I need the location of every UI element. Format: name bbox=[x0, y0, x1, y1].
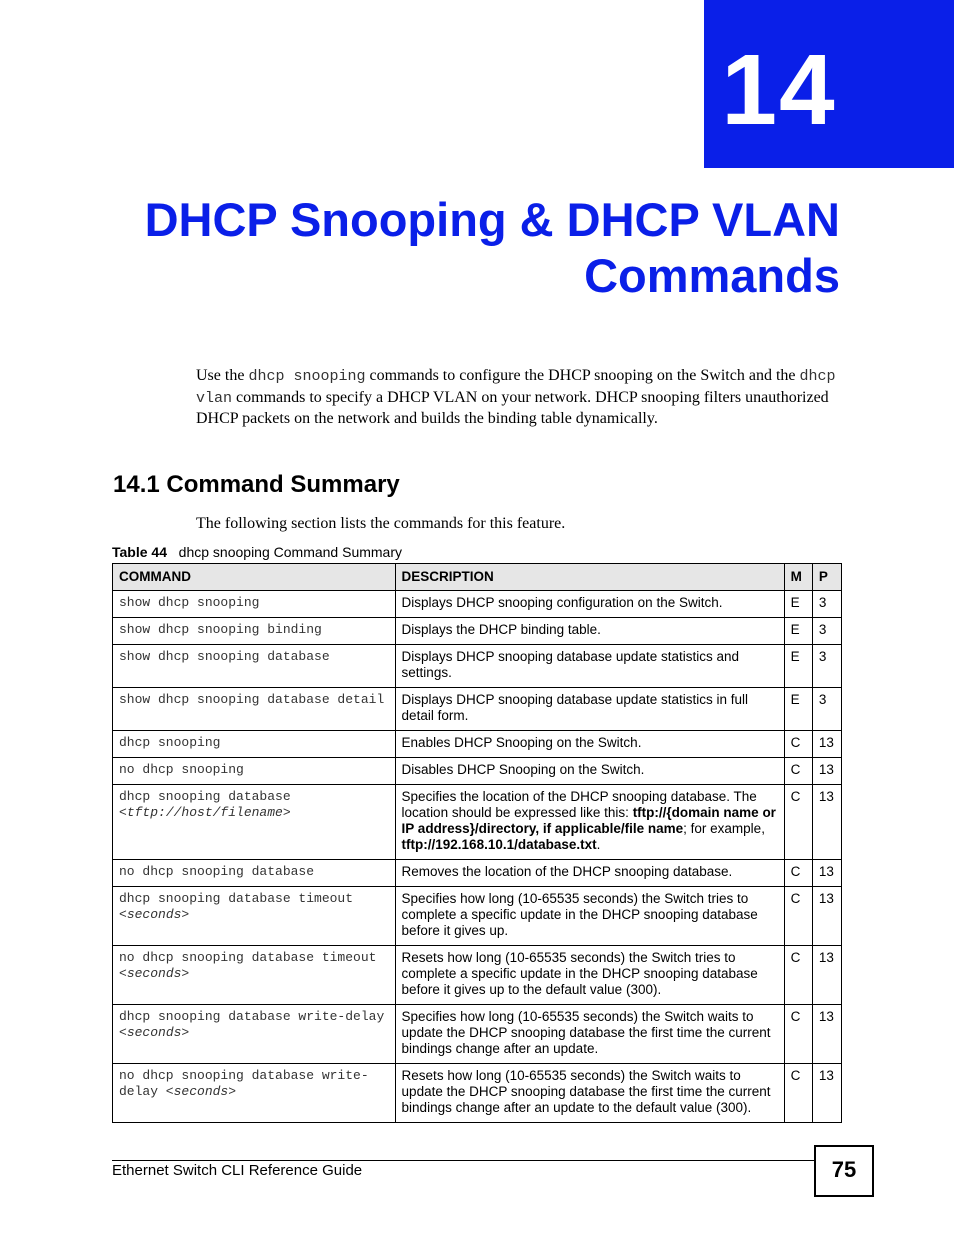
mode-cell: C bbox=[784, 758, 812, 785]
command-text: > bbox=[228, 1084, 237, 1099]
command-cell bbox=[113, 785, 396, 860]
section-heading: 14.1 Command Summary bbox=[113, 471, 400, 498]
mode-cell: E bbox=[784, 591, 812, 618]
command-param: seconds bbox=[126, 907, 182, 922]
description-cell: Enables DHCP Snooping on the Switch. bbox=[395, 731, 784, 758]
privilege-cell: 13 bbox=[812, 860, 841, 887]
command-cell: no dhcp snooping database bbox=[113, 860, 396, 887]
description-cell: Specifies how long (10-65535 seconds) the Switch tries to complete a specific update in the DHCP snooping database before it gives up. bbox=[395, 887, 784, 946]
intro-code-1: dhcp snooping bbox=[248, 368, 366, 385]
description-cell: Displays DHCP snooping database update statistics and settings. bbox=[395, 645, 784, 688]
table-row bbox=[113, 591, 842, 618]
privilege-cell: 13 bbox=[812, 758, 841, 785]
command-cell: show dhcp snooping database bbox=[113, 645, 396, 688]
command-text: > bbox=[181, 1025, 190, 1040]
mode-cell: E bbox=[784, 618, 812, 645]
command-text: dhcp snooping database write-delay < bbox=[119, 1009, 385, 1040]
table-row bbox=[113, 688, 842, 731]
privilege-cell: 3 bbox=[812, 618, 841, 645]
command-text: no dhcp snooping database timeout < bbox=[119, 950, 377, 981]
command-cell: no dhcp snooping bbox=[113, 758, 396, 785]
command-cell bbox=[113, 887, 396, 946]
table-caption bbox=[112, 544, 402, 560]
privilege-cell: 13 bbox=[812, 946, 841, 1005]
chapter-number-box bbox=[704, 0, 954, 168]
description-text: . bbox=[596, 837, 601, 852]
command-summary-table bbox=[112, 563, 842, 1123]
intro-text-1: Use the bbox=[196, 367, 249, 384]
command-text: > bbox=[181, 966, 190, 981]
intro-paragraph bbox=[196, 366, 844, 430]
command-cell bbox=[113, 946, 396, 1005]
privilege-cell: 13 bbox=[812, 1064, 841, 1123]
mode-cell: E bbox=[784, 645, 812, 688]
description-cell: Resets how long (10-65535 seconds) the Switch waits to update the DHCP snooping database the first time the current bindings change after an update to the default value (300). bbox=[395, 1064, 784, 1123]
command-cell bbox=[113, 1064, 396, 1123]
mode-cell: C bbox=[784, 1064, 812, 1123]
command-param: seconds bbox=[126, 1025, 182, 1040]
mode-cell: C bbox=[784, 946, 812, 1005]
footer-rule bbox=[112, 1160, 814, 1161]
intro-text-3: commands to specify a DHCP VLAN on your network. DHCP snooping filters unauthorized DHCP packets on the network and builds the binding table dynamically. bbox=[196, 388, 829, 427]
table-row bbox=[113, 946, 842, 1005]
privilege-cell: 3 bbox=[812, 645, 841, 688]
privilege-cell: 13 bbox=[812, 887, 841, 946]
table-row bbox=[113, 1064, 842, 1123]
command-text: > bbox=[181, 907, 190, 922]
command-text: > bbox=[282, 805, 291, 820]
description-cell: Displays the DHCP binding table. bbox=[395, 618, 784, 645]
table-row bbox=[113, 785, 842, 860]
description-example: tftp://192.168.10.1/database.txt bbox=[401, 837, 597, 852]
table-caption-text: dhcp snooping Command Summary bbox=[178, 544, 403, 560]
command-cell: dhcp snooping bbox=[113, 731, 396, 758]
mode-cell: C bbox=[784, 731, 812, 758]
mode-cell: C bbox=[784, 887, 812, 946]
command-cell: show dhcp snooping bbox=[113, 591, 396, 618]
header-description: DESCRIPTION bbox=[395, 564, 784, 591]
description-cell bbox=[395, 785, 784, 860]
chapter-number: 14 bbox=[721, 34, 837, 146]
command-param: tftp://host/filename bbox=[126, 805, 283, 820]
privilege-cell: 13 bbox=[812, 731, 841, 758]
command-param: seconds bbox=[173, 1084, 229, 1099]
table-row bbox=[113, 731, 842, 758]
table-row bbox=[113, 1005, 842, 1064]
description-cell: Displays DHCP snooping database update statistics in full detail form. bbox=[395, 688, 784, 731]
command-text: dhcp snooping database timeout < bbox=[119, 891, 354, 922]
description-cell: Specifies how long (10-65535 seconds) the Switch waits to update the DHCP snooping database the first time the current bindings change after an update. bbox=[395, 1005, 784, 1064]
mode-cell: C bbox=[784, 785, 812, 860]
command-cell: show dhcp snooping binding bbox=[113, 618, 396, 645]
privilege-cell: 13 bbox=[812, 785, 841, 860]
command-cell bbox=[113, 1005, 396, 1064]
section-lead: The following section lists the commands for this feature. bbox=[196, 515, 566, 532]
command-text: dhcp snooping database < bbox=[119, 789, 291, 820]
footer-guide-title: Ethernet Switch CLI Reference Guide bbox=[112, 1162, 363, 1179]
description-text: Specifies the location of the DHCP snooping database. The location should be expressed like this: bbox=[401, 789, 757, 820]
command-cell: show dhcp snooping database detail bbox=[113, 688, 396, 731]
header-command: COMMAND bbox=[113, 564, 396, 591]
header-m: M bbox=[784, 564, 812, 591]
table-row bbox=[113, 618, 842, 645]
intro-text-2: commands to configure the DHCP snooping on the Switch and the bbox=[365, 367, 800, 384]
description-cell: Disables DHCP Snooping on the Switch. bbox=[395, 758, 784, 785]
mode-cell: C bbox=[784, 860, 812, 887]
chapter-title-line2: Commands bbox=[584, 249, 840, 302]
table-row bbox=[113, 860, 842, 887]
chapter-title bbox=[80, 192, 840, 304]
table-row bbox=[113, 887, 842, 946]
header-p: P bbox=[812, 564, 841, 591]
description-format: tftp://{domain name or IP address}/directory, if applicable/file name bbox=[401, 805, 776, 836]
table-caption-label: Table 44 bbox=[112, 544, 167, 560]
description-cell: Removes the location of the DHCP snooping database. bbox=[395, 860, 784, 887]
intro-code-2: dhcp vlan bbox=[196, 368, 836, 407]
description-cell: Resets how long (10-65535 seconds) the Switch tries to complete a specific update in the DHCP snooping database before it gives up to the default value (300). bbox=[395, 946, 784, 1005]
description-cell: Displays DHCP snooping configuration on the Switch. bbox=[395, 591, 784, 618]
table-row bbox=[113, 758, 842, 785]
page-number: 75 bbox=[814, 1145, 874, 1197]
description-text: ; for example, bbox=[683, 821, 765, 836]
mode-cell: E bbox=[784, 688, 812, 731]
chapter-title-line1: DHCP Snooping & DHCP VLAN bbox=[144, 193, 840, 246]
mode-cell: C bbox=[784, 1005, 812, 1064]
command-param: seconds bbox=[126, 966, 182, 981]
privilege-cell: 3 bbox=[812, 688, 841, 731]
table-header-row bbox=[113, 564, 842, 591]
table-row bbox=[113, 645, 842, 688]
privilege-cell: 3 bbox=[812, 591, 841, 618]
command-text: no dhcp snooping database write-delay < bbox=[119, 1068, 369, 1099]
privilege-cell: 13 bbox=[812, 1005, 841, 1064]
